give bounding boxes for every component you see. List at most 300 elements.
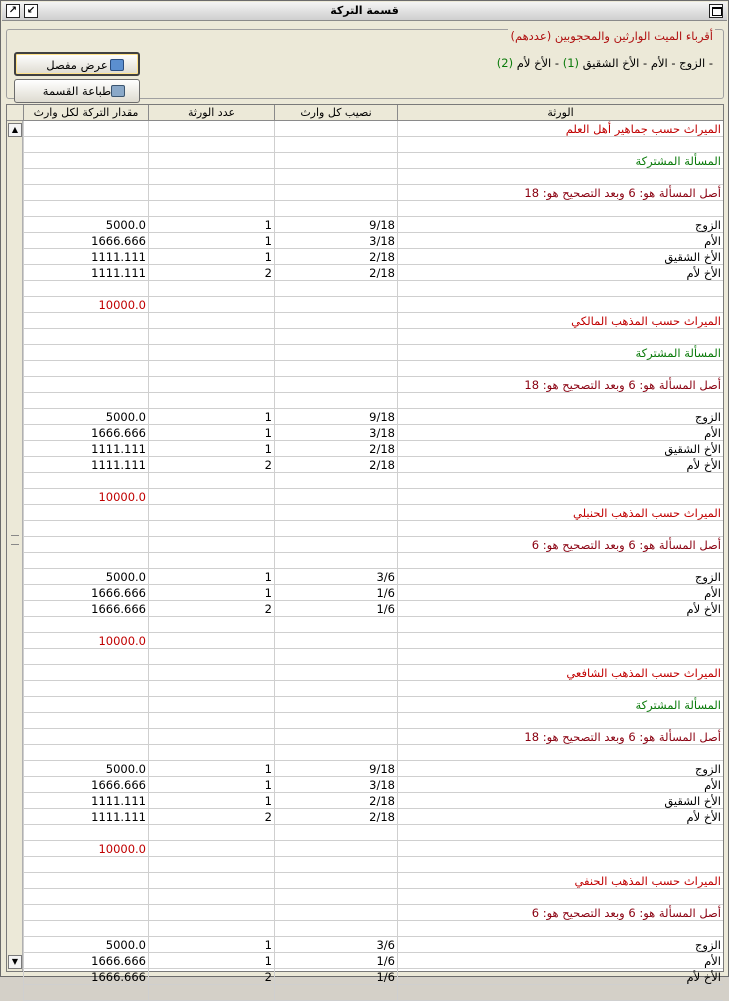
empty-cell [148,713,274,729]
empty-cell [397,649,723,665]
count-cell: 1 [148,777,274,793]
amount-cell: 1666.666 [23,969,148,985]
empty-cell [23,697,148,713]
table-row[interactable] [23,873,723,889]
table-row[interactable] [23,297,723,313]
scroll-down-icon[interactable]: ▼ [8,955,22,969]
scroll-thumb[interactable] [11,535,19,545]
count-cell: 2 [148,457,274,473]
empty-cell [397,617,723,633]
empty-cell [274,681,397,697]
table-row[interactable] [23,697,723,713]
heirs-groupbox [6,29,724,99]
table-row[interactable] [23,649,723,665]
groupbox-label: أقرباء الميت الوارثين والمحجوبين (عددهم) [510,29,713,43]
col-count-header[interactable]: عدد الورثة [148,105,274,121]
table-row[interactable] [23,857,723,873]
table-row[interactable] [23,249,723,265]
total-amount-cell: 10000.0 [23,633,148,649]
empty-cell [397,473,723,489]
empty-cell [148,345,274,361]
table-row[interactable] [23,793,723,809]
empty-cell [274,537,397,553]
amount-cell: 5000.0 [23,761,148,777]
count-cell: 1 [148,441,274,457]
table-row[interactable] [23,553,723,569]
empty-cell [274,745,397,761]
empty-cell [274,521,397,537]
table-row[interactable] [23,665,723,681]
col-share-header[interactable]: نصيب كل وارث [274,105,397,121]
empty-cell [274,169,397,185]
heir-name-cell: الزوج [397,937,723,953]
print-division-label: طباعة القسمة [42,84,112,98]
note-cell: المسألة المشتركة [397,697,723,713]
empty-cell [274,665,397,681]
count-cell: 1 [148,425,274,441]
empty-cell [23,729,148,745]
table-row[interactable] [23,889,723,905]
printer-icon [111,85,125,97]
count-cell: 2 [148,265,274,281]
empty-cell [148,985,274,1001]
table-row[interactable] [23,729,723,745]
total-amount-cell: 10000.0 [23,489,148,505]
show-details-label: عرض مفصل [46,58,108,72]
empty-cell [23,985,148,1001]
empty-cell [397,889,723,905]
print-division-button[interactable] [14,79,140,103]
count-cell: 1 [148,233,274,249]
empty-cell [397,921,723,937]
empty-cell [23,345,148,361]
table-row[interactable] [23,937,723,953]
empty-cell [397,393,723,409]
heirs-list-2: - الأخ لأم [516,56,560,70]
empty-cell [148,873,274,889]
table-row[interactable] [23,825,723,841]
empty-cell [274,729,397,745]
empty-cell [148,841,274,857]
empty-cell [23,121,148,137]
empty-cell [274,137,397,153]
empty-cell [397,841,723,857]
table-row[interactable] [23,377,723,393]
share-cell: 3/18 [274,777,397,793]
table-row[interactable] [23,153,723,169]
share-cell: 3/6 [274,937,397,953]
empty-cell [274,185,397,201]
table-row[interactable] [23,537,723,553]
share-cell: 2/18 [274,457,397,473]
table-row[interactable] [23,505,723,521]
empty-cell [274,713,397,729]
empty-cell [397,553,723,569]
empty-cell [148,617,274,633]
count-cell: 1 [148,793,274,809]
heir-name-cell: الأم [397,777,723,793]
empty-cell [148,137,274,153]
table-row[interactable] [23,329,723,345]
empty-cell [148,825,274,841]
count-cell: 1 [148,585,274,601]
empty-cell [23,281,148,297]
heir-name-cell: الأخ الشقيق [397,793,723,809]
count-cell: 2 [148,809,274,825]
empty-cell [274,617,397,633]
table-row[interactable] [23,281,723,297]
empty-cell [274,377,397,393]
empty-cell [148,361,274,377]
results-grid [6,104,724,984]
title-bar [2,2,727,21]
count-cell: 2 [148,969,274,985]
table-row[interactable] [23,201,723,217]
empty-cell [148,521,274,537]
empty-cell [148,329,274,345]
table-row[interactable] [23,473,723,489]
empty-cell [397,281,723,297]
heir-name-cell: الأخ لأم [397,809,723,825]
table-row[interactable] [23,745,723,761]
empty-cell [23,889,148,905]
empty-cell [148,201,274,217]
table-row[interactable] [23,841,723,857]
empty-cell [274,825,397,841]
empty-cell [397,681,723,697]
amount-cell: 1111.111 [23,809,148,825]
share-cell: 2/18 [274,809,397,825]
details-icon [110,59,124,71]
empty-cell [397,857,723,873]
empty-cell [23,521,148,537]
empty-cell [274,841,397,857]
empty-cell [274,873,397,889]
table-row[interactable] [23,457,723,473]
heirs-summary [497,56,713,70]
empty-cell [274,121,397,137]
empty-cell [23,377,148,393]
empty-cell [274,505,397,521]
share-cell: 2/18 [274,793,397,809]
empty-cell [274,633,397,649]
empty-cell [23,393,148,409]
empty-cell [274,857,397,873]
empty-cell [274,313,397,329]
empty-cell [274,297,397,313]
amount-cell: 1666.666 [23,777,148,793]
table-row[interactable] [23,169,723,185]
empty-cell [274,393,397,409]
amount-cell: 1666.666 [23,953,148,969]
empty-cell [148,905,274,921]
empty-cell [148,857,274,873]
empty-cell [148,889,274,905]
heirs-count-1: (1) [562,56,580,70]
empty-cell [148,297,274,313]
empty-cell [148,649,274,665]
amount-cell: 1111.111 [23,457,148,473]
empty-cell [274,489,397,505]
empty-cell [148,121,274,137]
amount-cell: 5000.0 [23,569,148,585]
empty-cell [23,825,148,841]
scroll-up-icon[interactable]: ▲ [8,123,22,137]
empty-cell [148,153,274,169]
empty-cell [148,745,274,761]
empty-cell [274,553,397,569]
empty-cell [148,185,274,201]
table-row[interactable] [23,569,723,585]
empty-cell [23,921,148,937]
heir-name-cell: الزوج [397,761,723,777]
empty-cell [397,745,723,761]
empty-cell [148,697,274,713]
empty-cell [274,905,397,921]
empty-cell [23,713,148,729]
empty-cell [397,489,723,505]
empty-cell [148,473,274,489]
table-row[interactable] [23,137,723,153]
empty-cell [23,361,148,377]
empty-cell [397,329,723,345]
empty-cell [23,185,148,201]
share-cell: 9/18 [274,761,397,777]
table-row[interactable] [23,361,723,377]
empty-cell [148,313,274,329]
heir-name-cell: الزوج [397,409,723,425]
empty-cell [274,345,397,361]
empty-cell [148,921,274,937]
table-row[interactable] [23,185,723,201]
origin-cell: أصل المسألة هو: 6 وبعد التصحيح هو: 18 [397,729,723,745]
amount-cell: 1111.111 [23,441,148,457]
table-row[interactable] [23,713,723,729]
empty-cell [274,281,397,297]
school-heading-cell: الميراث حسب المذهب الشافعي [397,665,723,681]
table-row[interactable] [23,777,723,793]
heir-name-cell: الزوج [397,569,723,585]
table-row[interactable] [23,905,723,921]
heir-name-cell: الأخ الشقيق [397,441,723,457]
table-row[interactable] [23,409,723,425]
empty-cell [148,681,274,697]
table-row[interactable] [23,585,723,601]
amount-cell: 1666.666 [23,233,148,249]
share-cell: 3/18 [274,425,397,441]
empty-cell [23,169,148,185]
share-cell: 1/6 [274,585,397,601]
empty-cell [23,313,148,329]
share-cell: 9/18 [274,217,397,233]
amount-cell: 1111.111 [23,793,148,809]
table-row[interactable] [23,393,723,409]
empty-cell [23,617,148,633]
empty-cell [148,489,274,505]
empty-cell [148,665,274,681]
empty-cell [397,521,723,537]
empty-cell [274,153,397,169]
table-row[interactable] [23,489,723,505]
school-heading-cell: الميراث حسب المذهب الحنبلي [397,505,723,521]
empty-cell [23,505,148,521]
total-amount-cell: 10000.0 [23,297,148,313]
empty-cell [397,201,723,217]
empty-cell [274,361,397,377]
heir-name-cell: الأم [397,425,723,441]
table-row[interactable] [23,601,723,617]
empty-cell [274,201,397,217]
empty-cell [148,505,274,521]
empty-cell [23,201,148,217]
amount-cell: 5000.0 [23,217,148,233]
empty-cell [23,537,148,553]
share-cell: 1/6 [274,953,397,969]
empty-cell [397,713,723,729]
school-heading-cell: الميراث حسب جماهير أهل العلم [397,121,723,137]
empty-cell [274,697,397,713]
count-cell: 1 [148,937,274,953]
share-cell: 9/18 [274,409,397,425]
empty-cell [23,857,148,873]
heir-name-cell: الأخ لأم [397,457,723,473]
share-cell: 3/6 [274,569,397,585]
table-row[interactable] [23,313,723,329]
note-cell: المسألة المشتركة [397,153,723,169]
table-row[interactable] [23,681,723,697]
amount-cell: 5000.0 [23,937,148,953]
share-cell: 1/6 [274,601,397,617]
heir-name-cell: الأم [397,585,723,601]
amount-cell: 1666.666 [23,601,148,617]
table-row[interactable] [23,345,723,361]
empty-cell [23,329,148,345]
table-row[interactable] [23,121,723,137]
empty-cell [23,473,148,489]
empty-cell [148,281,274,297]
empty-cell [23,649,148,665]
table-row[interactable] [23,969,723,985]
minimize-icon[interactable]: ↗ [6,4,20,18]
count-cell: 2 [148,601,274,617]
count-cell: 1 [148,761,274,777]
school-heading-cell: الميراث حسب المذهب الحنفي [397,873,723,889]
share-cell: 2/18 [274,441,397,457]
count-cell: 1 [148,569,274,585]
top-panel [6,23,724,99]
table-row[interactable] [23,441,723,457]
empty-cell [148,729,274,745]
empty-cell [23,873,148,889]
empty-cell [397,633,723,649]
empty-cell [274,473,397,489]
show-details-button[interactable] [14,52,140,76]
heir-name-cell: الأم [397,233,723,249]
share-cell: 3/18 [274,233,397,249]
empty-cell [23,745,148,761]
grid-rows [23,121,723,1001]
empty-cell [274,921,397,937]
col-heirs-header[interactable]: الورثة [397,105,723,121]
empty-cell [148,553,274,569]
restore-icon[interactable]: ↙ [24,4,38,18]
count-cell: 1 [148,953,274,969]
table-row[interactable] [23,633,723,649]
empty-cell [274,889,397,905]
empty-cell [397,985,723,1001]
heir-name-cell: الأم [397,953,723,969]
heirs-list: - الزوج - الأم - الأخ الشقيق [582,56,713,70]
school-heading-cell: الميراث حسب المذهب المالكي [397,313,723,329]
vertical-scrollbar[interactable] [7,121,23,971]
heir-name-cell: الأخ الشقيق [397,249,723,265]
empty-cell [274,985,397,1001]
empty-cell [23,153,148,169]
total-amount-cell: 10000.0 [23,841,148,857]
count-cell: 1 [148,409,274,425]
table-row[interactable] [23,761,723,777]
share-cell: 2/18 [274,249,397,265]
empty-cell [23,905,148,921]
amount-cell: 1111.111 [23,265,148,281]
empty-cell [148,537,274,553]
share-cell: 1/6 [274,969,397,985]
empty-cell [397,825,723,841]
empty-cell [274,649,397,665]
empty-cell [23,553,148,569]
table-row[interactable] [23,265,723,281]
heir-name-cell: الأخ لأم [397,601,723,617]
count-cell: 1 [148,249,274,265]
share-cell: 2/18 [274,265,397,281]
heir-name-cell: الأخ لأم [397,265,723,281]
origin-cell: أصل المسألة هو: 6 وبعد التصحيح هو: 18 [397,185,723,201]
note-cell: المسألة المشتركة [397,345,723,361]
empty-cell [23,137,148,153]
origin-cell: أصل المسألة هو: 6 وبعد التصحيح هو: 6 [397,905,723,921]
grid-header [7,105,723,121]
table-row[interactable] [23,425,723,441]
table-row[interactable] [23,617,723,633]
heir-name-cell: الأخ لأم [397,969,723,985]
amount-cell: 1666.666 [23,585,148,601]
table-row[interactable] [23,953,723,969]
col-amount-header[interactable]: مقدار التركة لكل وارث [23,105,148,121]
empty-cell [148,169,274,185]
heir-name-cell: الزوج [397,217,723,233]
count-cell: 1 [148,217,274,233]
table-row[interactable] [23,233,723,249]
amount-cell: 1111.111 [23,249,148,265]
window-title: قسمة التركة [330,4,399,17]
table-row[interactable] [23,521,723,537]
table-row[interactable] [23,985,723,1001]
window-menu-icon[interactable] [709,4,723,18]
empty-cell [23,681,148,697]
empty-cell [397,169,723,185]
empty-cell [397,297,723,313]
empty-cell [274,329,397,345]
table-row[interactable] [23,809,723,825]
empty-cell [397,137,723,153]
table-row[interactable] [23,217,723,233]
origin-cell: أصل المسألة هو: 6 وبعد التصحيح هو: 18 [397,377,723,393]
amount-cell: 1666.666 [23,425,148,441]
empty-cell [148,393,274,409]
empty-cell [148,633,274,649]
table-row[interactable] [23,921,723,937]
heirs-count-2: (2) [496,56,514,70]
